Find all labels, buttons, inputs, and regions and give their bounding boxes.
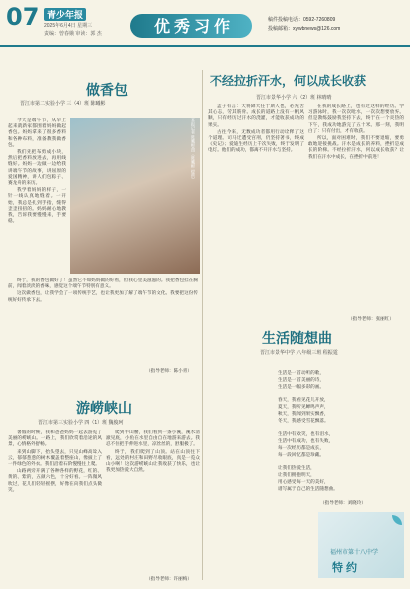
column-divider [202,70,203,580]
paragraph: 终于，我的香包做好了！虽然它不如妈妈做的好看，但我心里美滋滋的。我把香包挂在胸前，闻着淡淡的香味，感觉这个端午节特别有意义。 [8,278,198,290]
paragraph: 今天是端午节，从早上起来就新家都围着妈妈做起香包。妈妈拿来了很多香料和各种布料，准备教我做香包。 [8,118,66,148]
article-body [8,278,198,364]
poem-line: 春天，我看见花儿开放， [278,398,329,404]
paragraph: 在我的成长路上，也有过这样的经历。学习游泳时，我一次次呛水，一次次想要放弃。但是教练鼓励我坚持下去，终于在一个炎热的下午，我成功地游完了五十米。那一刻，我明白了：只有付出，才有收获。 [308,104,404,134]
contact-email: 投稿邮箱：xywbnews@126.com [268,26,341,32]
editor-line: 责编：曾春娥 审读：郭 杰 [44,31,102,37]
sponsor-label: 特约 [332,561,360,574]
poem-line: 每一段回忆都是珍藏。 [278,452,324,458]
article-title: 生活随想曲 [262,331,332,347]
sponsor-box [318,512,404,578]
paragraph: 暑假的时候，我和爸爸妈妈一起去游览了美丽的崂峡山。一路上，我们欣赏着沿途的风景，心情格外舒畅。 [8,430,102,448]
poem-line: 夏天，我听见蝉鸣声声， [278,404,329,410]
advisor-note: （指导老师：许丽梅） [146,577,192,582]
poem-line: 生活中有欢笑，也有泪水， [278,432,334,438]
article-body-col2 [308,104,404,308]
paragraph: 我们先把布剪成小块，然后把香料放进去，再用线缝好。妈妈一边做一边给我讲端午节的故事，讲屈原的爱国精神，讲人们包粽子、赛龙舟的来历。 [8,150,66,187]
advisor-note: （指导老师：陈小青） [146,369,192,374]
paragraph: 终于，我们爬到了山顶。站在山顶往下看，远处的村庄和田野尽收眼底，真是一览众山小啊！这次游崂峡山让我收获了快乐，也让我更加热爱大自然。 [106,449,200,474]
poem-line: 生活是一首美丽的诗， [278,377,324,383]
paragraph: 爬到半山腰，我们看到一条小溪，溪水清澈见底，小鱼在水里自由自在地游来游去。我忍不住把手伸进水里，凉丝丝的，舒服极了。 [106,430,200,448]
section-title: 优秀习作 [154,17,235,36]
header-divider [0,45,410,47]
poem-line: 生活中有成功，也有失败， [278,438,334,444]
page-header [0,0,410,48]
poem-line: 让我们拥抱明天， [278,472,315,478]
article-byline: 晋江市景华中学 八年级三班 程振霆 [260,350,338,356]
page-number: 07 [6,3,40,31]
newspaper-brand: 青少年报 [44,8,86,21]
article-body-col2 [106,430,200,572]
advisor-note: （指导老师：刘晓玲） [320,501,366,506]
paragraph: 所以，面对困难时，我们不要退缩，要勇敢地迎接挑战。汗水是成长的养料，挫折是成长的阶梯。不经拉折汗水，何以成长收获？让我们在汗水中成长，在挫折中前进！ [308,136,404,160]
issue-date: 2025年6月4日 星期三 [44,23,93,29]
paragraph: 古往今来，无数成功者都用行动诠释了这个道理。司马迁遭受宫刑，仍坚持著书，终成《史记》；爱迪生经历上千次失败，终于发明了电灯。他们的成功，都离不开汗水与坚持。 [208,129,304,154]
poem-line: 用心感受每一天的美好， [278,479,329,485]
poem-line: 谱写属于自己的生活随想曲。 [278,486,338,492]
article-title: 不经拉折汗水，何以成长收获 [210,74,367,88]
photo-caption: 本报记者 陈曦彬/图（陈曦彬 提供） [191,118,196,182]
paragraph: 这次做香包，让我学会了一项传统手艺，也让我更加了解了端午节的文化。我要把这份传统好好传承下去。 [8,291,198,303]
sponsor-org: 福州市第十八中学 [330,549,379,556]
paragraph: 我学着妈妈的样子，一针一线认真地缝着。一开始，我总是扎到手指，缝得歪歪扭扭的。妈妈耐心地教我，告诉我要慢慢来，手要稳。 [8,188,66,225]
paragraph: 孟子有言：天将降大任于斯人也，必先苦其心志，劳其筋骨。成长的道路上没有一帆风顺，只有经历过汗水的浇灌，才能收获成功的果实。 [208,104,304,128]
poem-line: 每一次经历都是成长， [278,445,324,451]
poem-line: 秋天，我闻到果实飘香， [278,411,329,417]
article-byline: 晋江市景华小学 六（2）班 林晴晴 [256,95,332,101]
poem-line: 生活是一幅多彩的画。 [278,384,324,390]
poem [278,371,338,493]
contact-phone: 稿件投稿电话：0592-7260809 [268,17,336,23]
article-photo [70,118,200,274]
article-title: 游崂峡山 [76,401,132,417]
paragraph: 山路两旁开满了各种各样的野花，红的、黄的、紫的，五颜六色，十分好看。一阵微风吹过，花儿们轻轻摇摆，好像在向我们点头微笑。 [8,469,102,493]
article-byline: 晋江市第三实验小学 四（1）班 魏俊珂 [38,420,124,426]
article-body-col1 [8,118,66,274]
advisor-note: （指导老师：张丽红） [348,317,394,322]
article-title: 做香包 [86,83,128,99]
paragraph: 来到山脚下，抬头望去，只见山峰高耸入云，郁郁葱葱的树木覆盖着整座山，像披上了一件绿色的外衣。我们沿着石阶慢慢往上爬。 [8,449,102,468]
article-body-col1 [8,430,102,572]
poem-line: 让我们热爱生活， [278,466,315,472]
poem-line: 冬天，我感受雪花飘落。 [278,418,329,424]
article-byline: 晋江市第二实验小学 三（4）班 陈曦彬 [20,101,106,107]
poem-line: 生活是一首动听的歌， [278,371,324,376]
article-body-col1 [208,104,304,308]
